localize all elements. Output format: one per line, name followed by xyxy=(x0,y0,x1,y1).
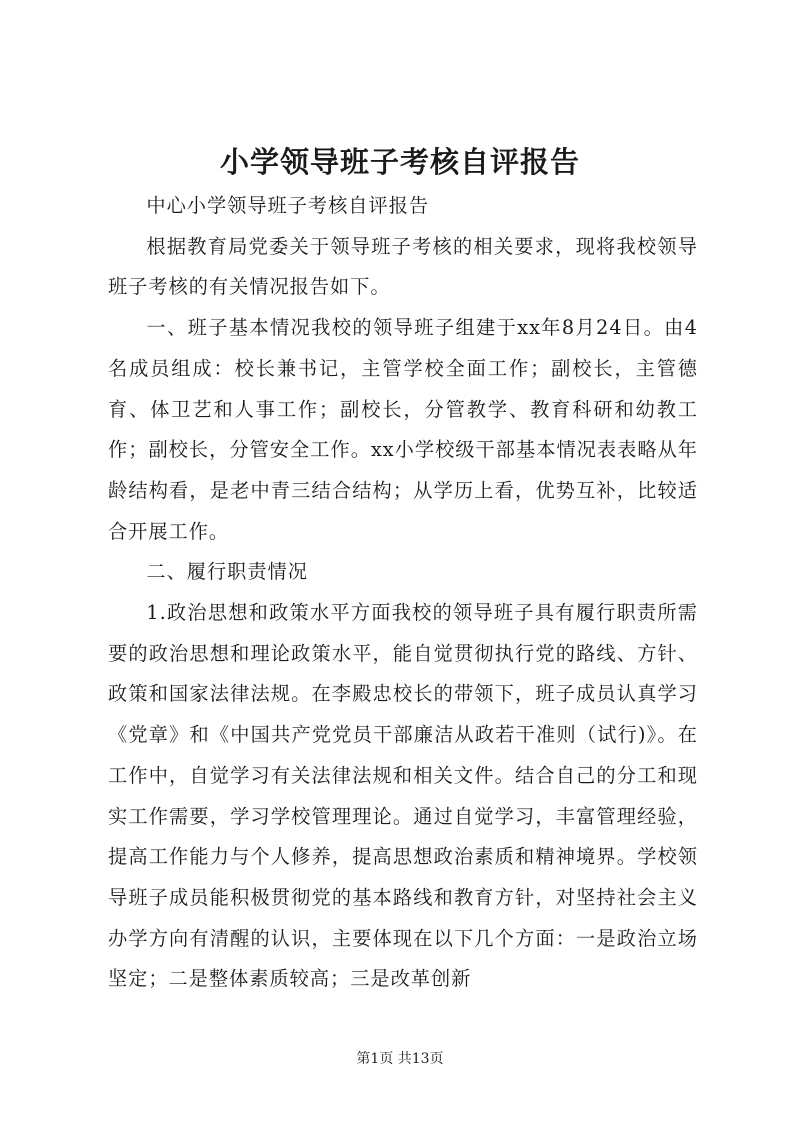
document-title: 小学领导班子考核自评报告 xyxy=(219,145,580,179)
paragraph-section-two-heading: 二、履行职责情况 xyxy=(146,560,308,584)
page-footer: 第1页 共13页 xyxy=(356,1051,444,1067)
paragraph-intro: 根据教育局党委关于领导班子考核的相关要求，现将我校领导班子考核的有关情况报告如下。 xyxy=(108,234,698,299)
paragraph-subtitle: 中心小学领导班子考核自评报告 xyxy=(146,194,430,217)
document-body xyxy=(108,186,698,1000)
paragraph-political-thought: 1.政治思想和政策水平方面我校的领导班子具有履行职责所需要的政治思想和理论政策水平，能自觉贯彻执行党的路线、方针、政策和国家法律法规。在李殿忠校长的带领下，班子成员认真学习《党章》和《中国共产党党员干部廉洁从政若干准则（试行)》。在工作中，自觉学习有关法律法规和相关文件。结合自己的分工和现实工作需要，学习学校管理理论。通过自觉学习，丰富管理经验，提高工作能力与个人修养，提高思想政治素质和精神境界。学校领导班子成员能积极贯彻党的基本路线和教育方针，对坚持社会主义办学方向有清醒的认识，主要体现在以下几个方面：一是政治立场坚定；二是整体素质较高；三是改革创新 xyxy=(108,601,698,991)
paragraph-section-one: 一、班子基本情况我校的领导班子组建于xx年8月24日。由4名成员组成：校长兼书记，主管学校全面工作；副校长，主管德育、体卫艺和人事工作；副校长，分管教学、教育科研和幼教工作；副校长，分管安全工作。xx小学校级干部基本情况表表略从年龄结构看，是老中青三结合结构；从学历上看，优势互补，比较适合开展工作。 xyxy=(108,316,698,543)
